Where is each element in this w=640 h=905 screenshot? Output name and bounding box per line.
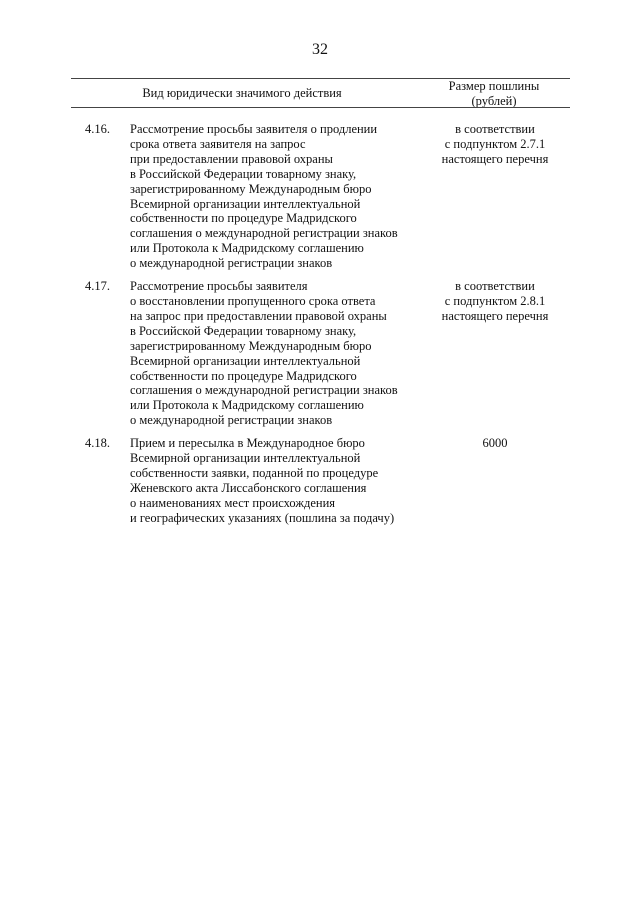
row-description-line: о международной регистрации знаков: [130, 413, 333, 428]
row-description: [130, 436, 420, 525]
row-description-line: Рассмотрение просьбы заявителя о продлении: [130, 122, 378, 136]
row-description-line: на запрос при предоставлении правовой охраны: [130, 308, 387, 323]
row-description-line: зарегистрированному Международным бюро: [130, 181, 372, 196]
row-description-line: Рассмотрение просьбы заявителя: [130, 279, 308, 294]
row-description-line: в Российской Федерации товарному знаку,: [130, 166, 357, 181]
row-fee-line: в соответствии: [455, 279, 535, 294]
row-description: [130, 279, 420, 428]
row-description-line: собственности по процедуре Мадридского: [130, 368, 357, 383]
page-number: 32: [312, 41, 328, 58]
column-header-action: Вид юридически значимого действия: [142, 86, 342, 100]
column-header-fee-line: (рублей): [471, 94, 517, 108]
row-fee-line: настоящего перечня: [441, 308, 549, 323]
row-description-line: Прием и пересылка в Международное бюро: [130, 436, 365, 451]
row-description-line: Всемирной организации интеллектуальной: [130, 353, 361, 368]
row-fee-line: с подпунктом 2.7.1: [444, 136, 546, 151]
row-description-line: или Протокола к Мадридскому соглашению: [130, 398, 364, 413]
row-description-line: о наименованиях мест происхождения: [130, 495, 336, 510]
row-description-line: в Российской Федерации товарному знаку,: [130, 323, 357, 338]
column-header-fee-line: Размер пошлины: [448, 79, 540, 93]
row-description-line: о международной регистрации знаков: [130, 256, 333, 271]
row-description: [130, 122, 420, 271]
row-description-line: собственности по процедуре Мадридского: [130, 211, 357, 226]
row-number: 4.17.: [85, 279, 110, 294]
row-description-line: Всемирной организации интеллектуальной: [130, 196, 361, 211]
row-description-line: о восстановлении пропущенного срока ответа: [130, 293, 376, 308]
row-fee: [425, 122, 565, 167]
row-description-line: срока ответа заявителя на запрос: [130, 136, 306, 151]
row-description-line: Всемирной организации интеллектуальной: [130, 451, 361, 466]
row-description-line: соглашения о международной регистрации знаков: [130, 226, 398, 241]
row-number: 4.16.: [85, 122, 110, 136]
row-description-line: и географических указаниях (пошлина за подачу): [130, 510, 395, 525]
row-description-line: при предоставлении правовой охраны: [130, 151, 333, 166]
row-fee-line: в соответствии: [455, 122, 535, 136]
row-description-line: собственности заявки, поданной по процедуре: [130, 465, 379, 480]
table-row: [0, 436, 640, 525]
row-fee-line: с подпунктом 2.8.1: [444, 293, 546, 308]
row-description-line: соглашения о международной регистрации знаков: [130, 383, 398, 398]
table-row: [0, 279, 640, 428]
row-fee: [425, 279, 565, 324]
table-row: [0, 122, 640, 271]
row-description-line: Женевского акта Лиссабонского соглашения: [130, 480, 367, 495]
row-number: 4.18.: [85, 436, 110, 451]
table-header-rule: [71, 107, 570, 108]
row-fee-line: настоящего перечня: [441, 151, 549, 166]
row-description-line: или Протокола к Мадридскому соглашению: [130, 241, 364, 256]
row-description-line: зарегистрированному Международным бюро: [130, 338, 372, 353]
row-fee-line: 6000: [482, 436, 508, 451]
row-fee: [425, 436, 565, 451]
column-header-fee: [418, 79, 570, 109]
table-body: [0, 122, 640, 526]
